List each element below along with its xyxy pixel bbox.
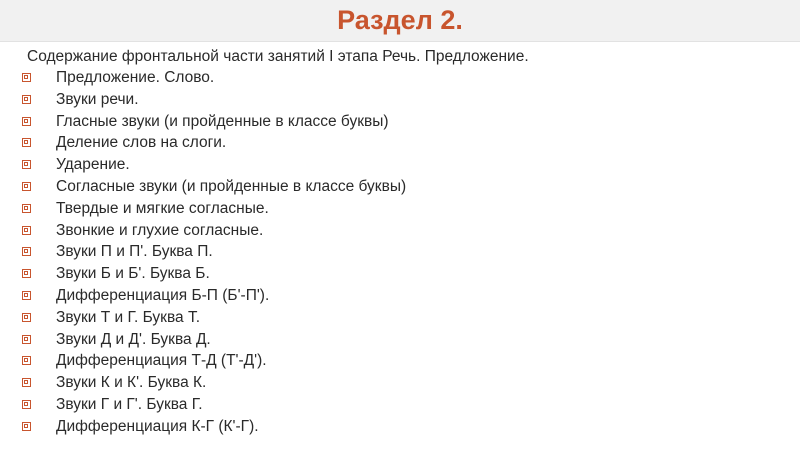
hollow-square-bullet-icon <box>22 269 31 278</box>
hollow-square-bullet-icon <box>22 204 31 213</box>
hollow-square-bullet-icon <box>22 291 31 300</box>
hollow-square-bullet-icon <box>22 422 31 431</box>
hollow-square-bullet-icon <box>22 95 31 104</box>
hollow-square-bullet-icon <box>22 182 31 191</box>
list-item-text: Твердые и мягкие согласные. <box>56 199 269 217</box>
hollow-square-bullet-icon <box>22 138 31 147</box>
list-item-text: Звонкие и глухие согласные. <box>56 221 264 239</box>
list-item-text: Дифференциация К-Г (К'-Г). <box>56 417 259 435</box>
hollow-square-bullet-icon <box>22 226 31 235</box>
list-item-text: Звуки речи. <box>56 90 139 108</box>
hollow-square-bullet-icon <box>22 335 31 344</box>
hollow-square-bullet-icon <box>22 356 31 365</box>
list-item-text: Звуки Б и Б'. Буква Б. <box>56 265 210 283</box>
list-item-text: Дифференциация Б-П (Б'-П'). <box>56 286 270 304</box>
hollow-square-bullet-icon <box>22 117 31 126</box>
list-item-text: Звуки Д и Д'. Буква Д. <box>56 330 211 348</box>
list-item-text: Звуки Г и Г'. Буква Г. <box>56 395 203 413</box>
list-item-text: Дифференциация Т-Д (Т'-Д'). <box>56 352 267 370</box>
hollow-square-bullet-icon <box>22 160 31 169</box>
list-item-text: Звуки Т и Г. Буква Т. <box>56 308 201 326</box>
header-divider <box>0 41 800 42</box>
list-item-text: Предложение. Слово. <box>56 69 215 86</box>
hollow-square-bullet-icon <box>22 378 31 387</box>
list-item-text: Ударение. <box>56 156 130 174</box>
list-item-text: Деление слов на слоги. <box>56 134 227 152</box>
hollow-square-bullet-icon <box>22 313 31 322</box>
intro-line: Содержание фронтальной части занятий I этапа Речь. Предложение. <box>27 48 529 65</box>
list-item-text: Звуки К и К'. Буква К. <box>56 374 207 392</box>
hollow-square-bullet-icon <box>22 247 31 256</box>
list-item-text: Гласные звуки (и пройденные в классе буквы) <box>56 112 389 130</box>
slide-title: Раздел 2. <box>337 5 463 35</box>
list-item-text: Звуки П и П'. Буква П. <box>56 243 213 261</box>
hollow-square-bullet-icon <box>22 73 31 82</box>
list-item-text: Согласные звуки (и пройденные в классе буквы) <box>56 177 407 195</box>
hollow-square-bullet-icon <box>22 400 31 409</box>
